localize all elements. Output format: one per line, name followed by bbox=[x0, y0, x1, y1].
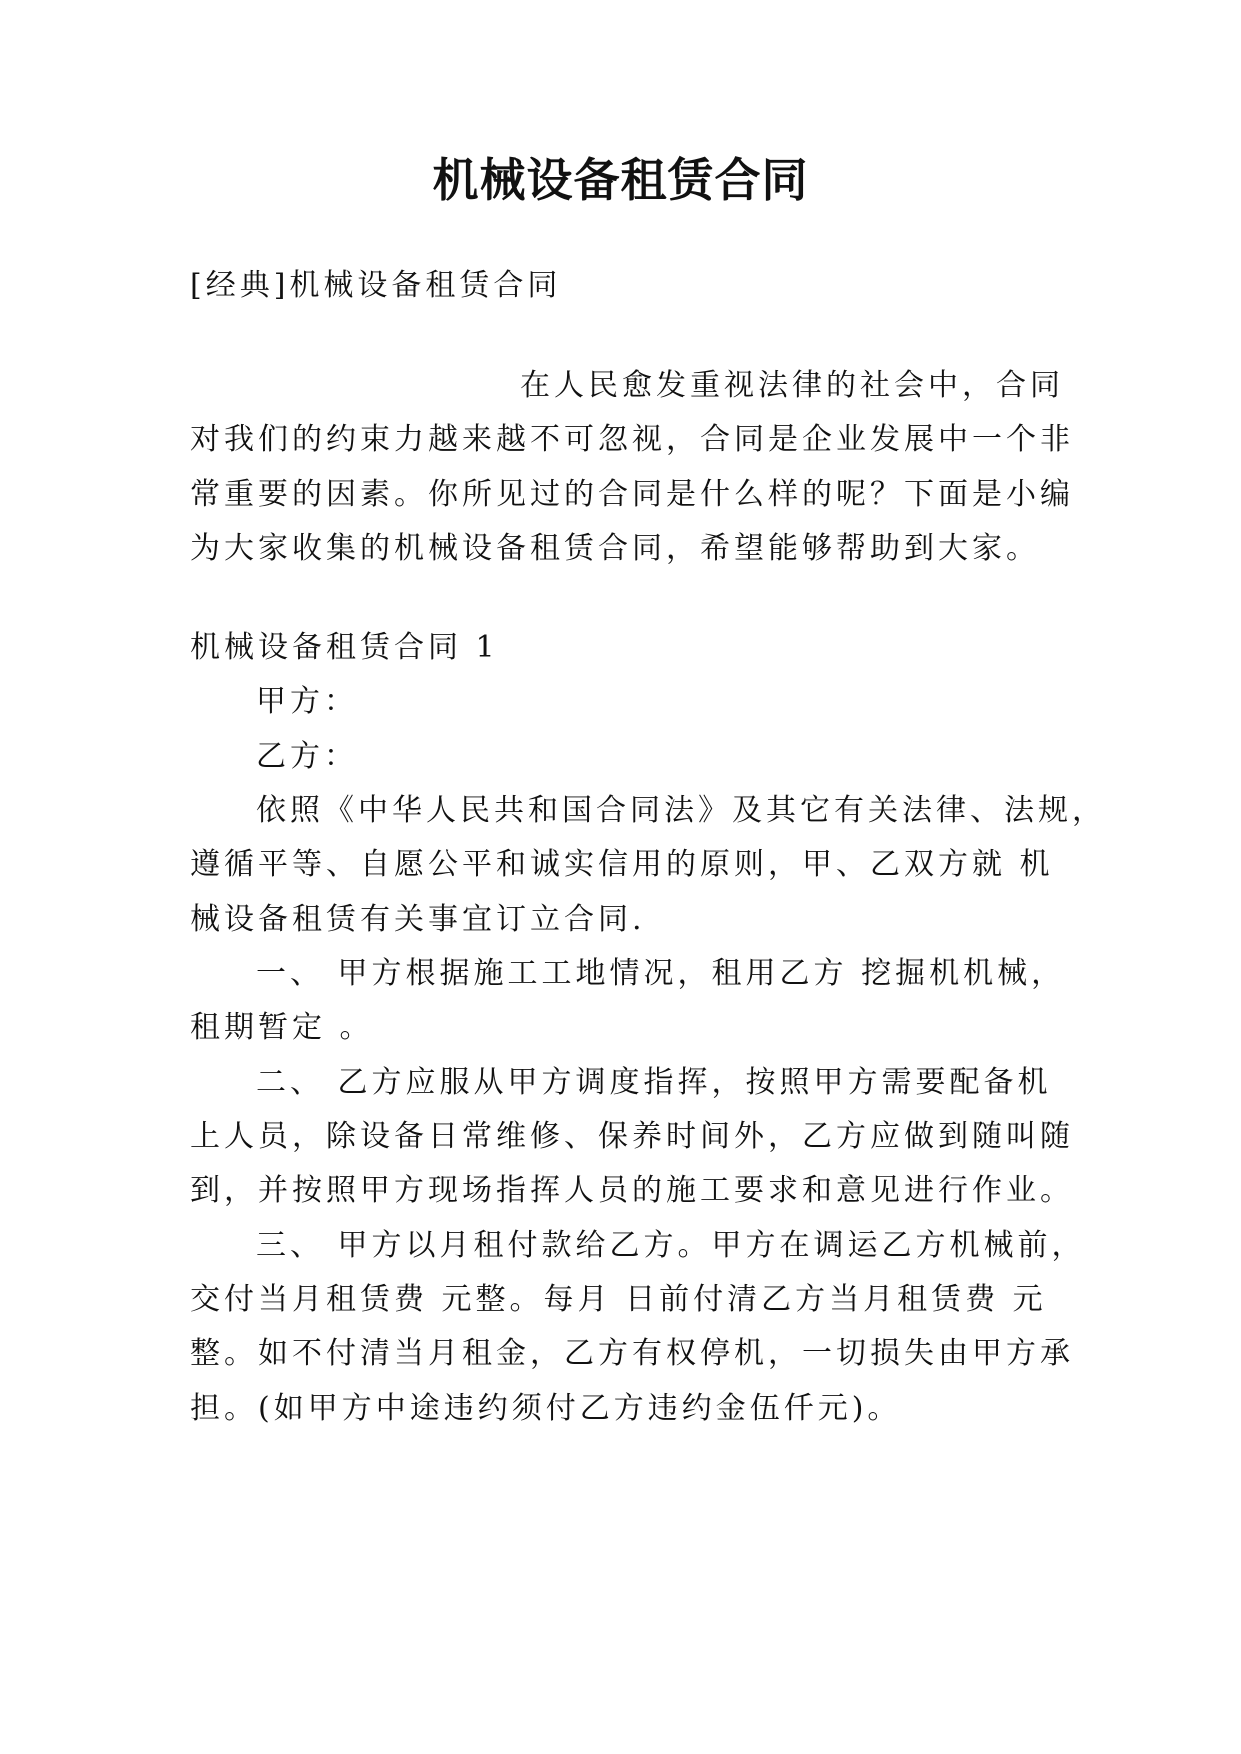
intro-line: 对我们的约束力越来越不可忽视，合同是企业发展中一个非 bbox=[190, 422, 1074, 457]
section-heading: 机械设备租赁合同 1 bbox=[190, 630, 499, 665]
clause-line: 租期暂定 。 bbox=[190, 1010, 374, 1045]
clause-line: 二、 乙方应服从甲方调度指挥，按照甲方需要配备机 bbox=[256, 1065, 1052, 1100]
clause-line: 交付当月租赁费 元整。每月 日前付清乙方当月租赁费 元 bbox=[190, 1282, 1047, 1317]
clause-line: 上人员，除设备日常维修、保养时间外，乙方应做到随叫随 bbox=[190, 1119, 1074, 1154]
party-a-label: 甲方： bbox=[256, 684, 358, 719]
intro-line: 为大家收集的机械设备租赁合同，希望能够帮助到大家。 bbox=[190, 531, 1040, 566]
clause-line: 到，并按照甲方现场指挥人员的施工要求和意见进行作业。 bbox=[190, 1173, 1074, 1208]
intro-line: 常重要的因素。你所见过的合同是什么样的呢？下面是小编 bbox=[190, 477, 1074, 512]
preamble-line: 依照《中华人民共和国合同法》及其它有关法律、法规， bbox=[256, 793, 1106, 828]
clause-line: 整。如不付清当月租金，乙方有权停机，一切损失由甲方承 bbox=[190, 1336, 1074, 1371]
document-title: 机械设备租赁合同 bbox=[432, 153, 809, 207]
clause-line: 担。(如甲方中途违约须付乙方违约金伍仟元)。 bbox=[190, 1391, 902, 1426]
intro-line: 在人民愈发重视法律的社会中，合同 bbox=[520, 368, 1064, 403]
preamble-line: 械设备租赁有关事宜订立合同. bbox=[190, 902, 646, 937]
preamble-line: 遵循平等、自愿公平和诚实信用的原则，甲、乙双方就 机 bbox=[190, 847, 1054, 882]
party-b-label: 乙方： bbox=[256, 739, 358, 774]
clause-line: 一、 甲方根据施工工地情况，租用乙方 挖掘机机械， bbox=[256, 956, 1066, 991]
document-subtitle: [经典]机械设备租赁合同 bbox=[190, 268, 562, 303]
clause-line: 三、 甲方以月租付款给乙方。甲方在调运乙方机械前， bbox=[256, 1228, 1086, 1263]
